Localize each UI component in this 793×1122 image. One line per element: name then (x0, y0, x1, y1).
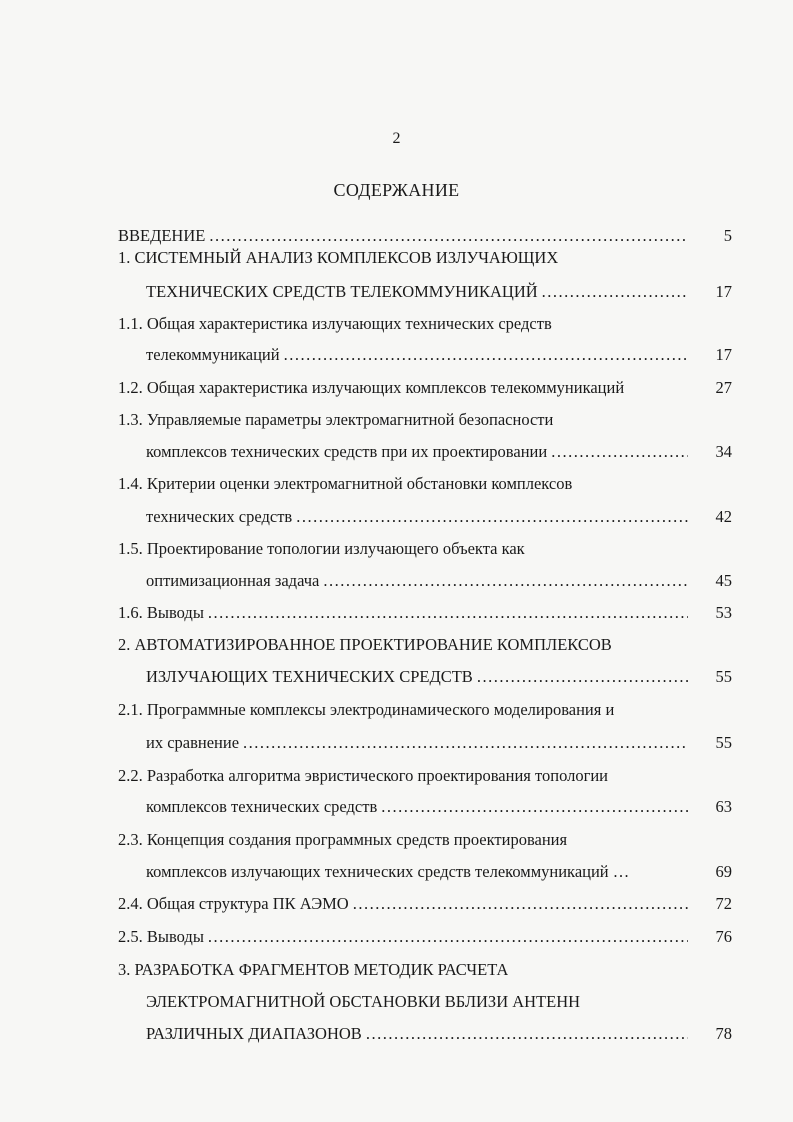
leader-dots (205, 226, 688, 246)
toc-text: их сравнение (146, 733, 240, 752)
toc-page: 78 (715, 1024, 732, 1043)
toc-line (146, 442, 688, 462)
toc-page: 34 (715, 442, 732, 461)
toc-line (146, 571, 688, 591)
leader-dots (473, 667, 688, 687)
leader-dots (377, 797, 688, 817)
toc-line (146, 862, 629, 882)
toc-page: 55 (715, 667, 732, 686)
toc-page: 55 (715, 733, 732, 752)
toc-text: 1.2. Общая характеристика излучающих комплексов телекоммуникаций (118, 378, 625, 397)
toc-text: ТЕХНИЧЕСКИХ СРЕДСТВ ТЕЛЕКОММУНИКАЦИЙ (146, 282, 538, 301)
toc-page: 42 (715, 507, 732, 526)
leader-dots (204, 927, 688, 947)
leader-dots (362, 1024, 688, 1044)
toc-page: 17 (715, 345, 732, 364)
toc-text: комплексов излучающих технических средств телекоммуникаций … (146, 862, 630, 881)
toc-page: 76 (715, 927, 732, 946)
toc-page: 17 (715, 282, 732, 301)
toc-line (146, 797, 688, 817)
toc-line (146, 733, 688, 753)
leader-dots (349, 894, 688, 914)
toc-page: 69 (715, 862, 732, 881)
toc-line (146, 282, 688, 302)
toc-line: 2.2. Разработка алгоритма эвристического проектирования топологии (118, 766, 609, 785)
toc-text: технических средств (146, 507, 293, 526)
toc-line: ЭЛЕКТРОМАГНИТНОЙ ОБСТАНОВКИ ВБЛИЗИ АНТЕНН (146, 992, 581, 1011)
leader-dots (204, 603, 688, 623)
toc-text: 2.4. Общая структура ПК АЭМО (118, 894, 349, 913)
toc-text: оптимизационная задача (146, 571, 320, 590)
toc-line (118, 378, 624, 398)
toc-text: РАЗЛИЧНЫХ ДИАПАЗОНОВ (146, 1024, 362, 1043)
toc-line: 1. СИСТЕМНЫЙ АНАЛИЗ КОМПЛЕКСОВ ИЗЛУЧАЮЩИХ (118, 248, 559, 267)
toc-text: комплексов технических средств (146, 797, 378, 816)
page-title: СОДЕРЖАНИЕ (333, 180, 460, 200)
toc-text: 1.6. Выводы (118, 603, 204, 622)
toc-text: 2.5. Выводы (118, 927, 204, 946)
toc-line (146, 345, 688, 365)
leader-dots (239, 733, 688, 753)
toc-line (118, 894, 688, 914)
toc-page: 5 (723, 226, 732, 245)
toc-text: ИЗЛУЧАЮЩИХ ТЕХНИЧЕСКИХ СРЕДСТВ (146, 667, 473, 686)
toc-page: 27 (715, 378, 732, 397)
toc-page: 72 (715, 894, 732, 913)
leader-dots (292, 507, 688, 527)
toc-text: ВВЕДЕНИЕ (118, 226, 206, 245)
toc-line (146, 667, 688, 687)
leader-dots (547, 442, 688, 462)
toc-line (146, 507, 688, 527)
toc-line (146, 1024, 688, 1044)
toc-page: 45 (715, 571, 732, 590)
toc-text: комплексов технических средств при их проектировании (146, 442, 548, 461)
toc-line: 2.1. Программные комплексы электродинамического моделирования и (118, 700, 615, 719)
toc-line (118, 226, 688, 246)
leader-dots (280, 345, 688, 365)
toc-page: 63 (715, 797, 732, 816)
toc-text: телекоммуникаций (146, 345, 280, 364)
toc-line: 2. АВТОМАТИЗИРОВАННОЕ ПРОЕКТИРОВАНИЕ КОМПЛЕКСОВ (118, 635, 612, 654)
toc-page: 53 (715, 603, 732, 622)
leader-dots (538, 282, 688, 302)
toc-line: 3. РАЗРАБОТКА ФРАГМЕНТОВ МЕТОДИК РАСЧЕТА (118, 960, 509, 979)
toc-line (118, 927, 688, 947)
toc-line: 2.3. Концепция создания программных средств проектирования (118, 830, 568, 849)
toc-line: 1.1. Общая характеристика излучающих технических средств (118, 314, 552, 333)
toc-line: 1.5. Проектирование топологии излучающего объекта как (118, 539, 525, 558)
toc-line (118, 603, 688, 623)
leader-dots (319, 571, 688, 591)
toc-line: 1.4. Критерии оценки электромагнитной обстановки комплексов (118, 474, 573, 493)
page-number: 2 (392, 130, 401, 147)
toc-line: 1.3. Управляемые параметры электромагнитной безопасности (118, 410, 554, 429)
